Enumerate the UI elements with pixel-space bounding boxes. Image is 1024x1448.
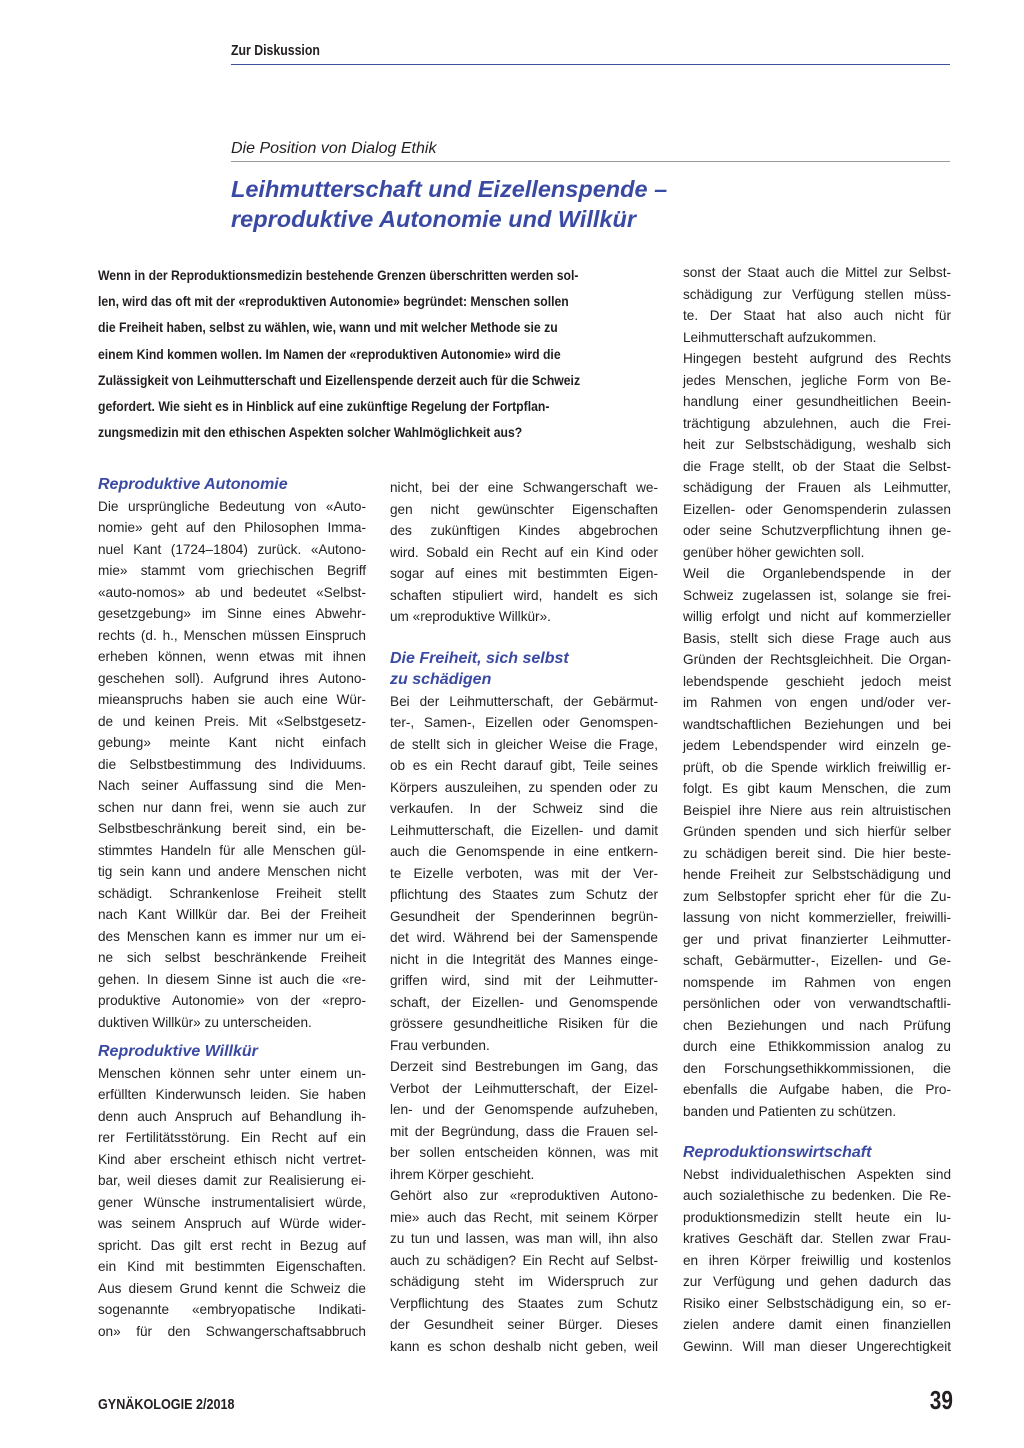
text-line: sogenannte «embryopatische Indikati- [98,1302,366,1317]
text-line: auch die Genomspende in eine entkern- [390,844,658,859]
text-line: Leihmutterschaft aufzukommen. [683,329,877,345]
text-line: des zukünftigen Kindes abgebrochen [390,523,658,538]
text-line: ne sich selbst beschränkende Freiheit [98,950,366,965]
text-line: stimmtes Handeln für alle Menschen gül- [98,842,366,858]
text-line: Körpers auszuleihen, zu spenden oder zu [390,779,658,795]
text-line: Selbstbeschränkung bereit sind, ein be- [98,821,366,836]
text-line: erfüllten Kinderwunsch leiden. Sie haben [98,1087,366,1102]
text-line: det wird. Während bei der Samenspende [390,930,658,945]
text-line: Eizellen- oder Genomspenderin zulassen [683,501,951,517]
text-line: wandtschaftlichen Beziehungen und bei [683,716,951,732]
section-heading: Reproduktive Autonomie [98,476,288,493]
text-line: wird. Sobald ein Recht auf ein Kind oder [390,544,658,560]
text-line: persönlichen oder von verwandtschaftli- [683,996,951,1011]
text-line: Aus diesem Grund kennt die Schweiz die [98,1280,366,1296]
article-lead [98,263,658,446]
text-line: folgt. Es gibt kaum Menschen, die zum [683,781,951,796]
kicker-rule [231,161,950,162]
text-line: schädigung steht im Widerspruch zur [390,1274,658,1289]
text-line: genüber höher gewichten soll. [683,544,865,560]
text-line: jedes Menschen, jegliche Form von Be- [683,372,951,388]
text-line: schädigt. Schrankenlose Freiheit stellt [98,885,366,901]
text-line: banden und Patienten zu schützen. [683,1103,897,1119]
text-line: schaft, der Eizellen- und Genomspende [390,994,658,1010]
text-line: nach Kant Willkür dar. Bei der Freiheit [98,907,366,922]
text-line: hende Freiheit zur Selbstschädigung und [683,867,951,882]
paragraph [683,262,951,348]
column-3 [683,262,951,1357]
text-line: Leihmutterschaft, die Eizellen- und damit [390,822,658,838]
paragraph [98,1063,366,1343]
text-line: der Gesundheit seiner Bürger. Dieses [390,1317,658,1332]
text-line: duktiven Willkür» zu unterscheiden. [98,1014,312,1030]
text-line: chen Beziehungen und nach Prüfung [683,1017,951,1033]
text-line: Nebst individualethischen Aspekten sind [683,1166,951,1182]
text-line: gehen. In diesem Sinne ist auch die «re- [98,971,366,987]
text-line: den Forschungsethikkommissionen, die [683,1060,951,1076]
text-line: was seinem Anspruch auf Würde wider- [98,1216,366,1231]
lead-line: zungsmedizin mit den ethischen Aspekten solcher Wahlmöglichkeit aus? [98,425,523,442]
text-line: um «reproduktive Willkür». [390,609,551,624]
text-line: lassung von nicht kommerzieller, freiwilli- [683,910,951,925]
section-heading: Reproduktive Willkür [98,1043,258,1060]
text-line: Hingegen besteht aufgrund des Rechts [683,351,951,366]
section-heading: Die Freiheit, sich selbst zu schädigen [390,649,569,688]
text-line: willig erfolgt und nicht auf kommerzieller [683,609,951,624]
text-line: sonst der Staat auch die Mittel zur Selbst- [683,265,951,280]
text-line: Schweiz zugelassen ist, solange sie frei- [683,587,951,603]
text-line: durch eine Ethikkommission analog zu [683,1039,951,1054]
text-line: gener Wünsche instrumentalisiert würde, [98,1194,366,1210]
text-line: ber sollen entscheiden können, was mit [390,1145,658,1160]
text-line: nomspende im Rahmen von engen [683,974,951,990]
text-line: rer Fertilitätsstörung. Ein Recht auf ein [98,1130,366,1145]
text-line: produktionsmedizin stellt heute ein lu- [683,1209,951,1225]
journal-issue: GYNÄKOLOGIE 2/2018 [98,1396,235,1413]
text-line: griffen wird, sind mit der Leihmutter- [390,973,658,988]
text-line: te Eizelle verboten, was mit der Ver- [390,865,658,881]
text-line: verkaufen. In der Schweiz sind die [390,801,658,816]
paragraph [683,563,951,1122]
text-line: ter-, Samen-, Eizellen oder Genomspen- [390,715,658,730]
text-line: Kind aber erscheint ethisch nicht vertret- [98,1151,366,1167]
text-line: auch sozialethische zu bedenken. Die Re- [683,1188,951,1203]
text-line: prüft, ob die Spende wirklich freiwillig er- [683,759,951,775]
text-line: schädigung zur Verfügung stellen müss- [683,286,951,302]
title-line: reproduktive Autonomie und Willkür [231,206,636,232]
text-line: ihrem Körper geschieht. [390,1166,535,1182]
text-line: Weil die Organlebendspende in der [683,566,951,581]
text-line: im Rahmen von engen und/oder ver- [683,695,951,710]
lead-line: die Freiheit haben, selbst zu wählen, wie, wann und mit welcher Methode sie zu [98,320,558,337]
text-line: gebung» meinte Kant nicht einfach [98,735,366,750]
text-line: Gewinn. Will man dieser Ungerechtigkeit [683,1338,951,1354]
text-line: de stellt sich in gleicher Weise die Frage, [390,736,658,752]
text-line: Frau verbunden. [390,1037,490,1053]
text-line: mie» auch das Recht, mit seinem Körper [390,1209,658,1225]
paragraph [390,691,658,1057]
text-line: Gesundheit der Spenderinnen begrün- [390,908,658,924]
text-line: jedem Lebendspender wird einzeln ge- [683,738,951,753]
paragraph [683,1164,951,1358]
text-line: «auto-nomos» ab und bedeutet «Selbst- [98,584,366,600]
text-line: Gründen spenden und sich hierfür selber [683,824,951,839]
text-line: heit zur Selbstschädigung, weshalb sich [683,437,951,452]
paragraph [683,348,951,563]
text-line: Menschen können sehr unter einem un- [98,1065,366,1081]
column-2 [390,477,658,1357]
text-line: Verpflichtung des Staates zum Schutz [390,1295,658,1311]
text-line: tig sein kann und andere Menschen nicht [98,864,366,879]
text-line: de und keinen Preis. Mit «Selbstgesetz- [98,713,366,729]
text-line: kratives Geschäft dar. Stellen zwar Frau- [683,1231,951,1246]
text-line: Gründen der Rechtsgleichheit. Die Organ- [683,652,951,667]
text-line: len- und der Genomspende aufzuheben, [390,1102,658,1117]
section-label: Zur Diskussion [231,42,320,59]
text-line: Risiko einer Selbstschädigung ein, so er- [683,1295,951,1311]
text-line: schaften stipuliert wird, handelt es sich [390,587,658,603]
text-line: nicht, bei der eine Schwangerschaft we- [390,480,658,495]
text-line: Verbot der Leihmutterschaft, der Eizel- [390,1080,658,1096]
text-line: grössere gesundheitliche Risiken für die [390,1016,658,1031]
text-line: ob es ein Recht darauf gibt, Teile seines [390,758,658,773]
text-line: bar, weil dieses damit zur Realisierung ei- [98,1173,366,1188]
text-line: zum Selbstopfer spricht eher für die Zu- [683,888,951,904]
text-line: zur Verfügung und gehen dadurch das [683,1274,951,1289]
text-line: die Selbstbestimmung des Individuums. [98,756,366,772]
section-heading: Reproduktionswirtschaft [683,1144,872,1161]
text-line: produktive Autonomie» von der «repro- [98,993,366,1008]
page-number: 39 [929,1385,953,1415]
text-line: nuel Kant (1724–1804) zurück. «Autono- [98,541,366,557]
text-line: ebenfalls die Aufgabe haben, die Pro- [683,1082,951,1097]
text-line: Bei der Leihmutterschaft, der Gebärmut- [390,693,658,709]
text-line: zielen andere damit einen finanziellen [683,1317,951,1332]
title-line: Leihmutterschaft und Eizellenspende – [231,176,668,202]
text-line: nomie» geht auf den Philosophen Imma- [98,520,366,535]
paragraph [390,1056,658,1185]
paragraph [390,477,658,628]
text-line: schen nur dann frei, wenn sie auch zur [98,799,366,815]
lead-line: Wenn in der Reproduktionsmedizin bestehende Grenzen überschritten werden sol- [98,268,579,284]
text-line: on» für den Schwangerschaftsabbruch [98,1323,366,1339]
text-line: denn auch Anspruch auf Behandlung ih- [98,1108,366,1124]
text-line: mieanspruchs haben sie auch eine Wür- [98,692,366,707]
text-line: mit der Begründung, dass die Frauen sel- [390,1123,658,1139]
text-line: Gehört also zur «reproduktiven Autono- [390,1188,658,1203]
lead-line: Zulässigkeit von Leihmutterschaft und Eizellenspende derzeit auch für die Schweiz [98,372,581,389]
text-line: handlung einer gesundheitlichen Beein- [683,394,951,409]
text-line: mie» stammt vom griechischen Begriff [98,563,366,578]
text-line: Die ursprüngliche Bedeutung von «Auto- [98,498,366,514]
text-line: gesetzgebung» im Sinne eines Abwehr- [98,606,366,621]
text-line: trächtigung abzulehnen, auch die Frei- [683,415,951,431]
lead-line: gefordert. Wie sieht es in Hinblick auf eine zukünftige Regelung der Fortpflan- [98,398,550,415]
text-line: kann es schon deshalb nicht geben, weil [390,1338,658,1354]
text-line: Nach seiner Auffassung sind die Men- [98,778,366,793]
text-line: des Menschen kann es immer nur um ei- [98,928,366,944]
text-line: nicht in die Integrität des Mannes einge- [390,951,658,967]
text-line: ger und privat finanzierter Leihmutter- [683,931,951,947]
text-line: Beispiel ihre Niere aus rein altruistischen [683,802,951,818]
text-line: erheben können, wenn etwas mit ihnen [98,649,366,664]
text-line: Derzeit sind Bestrebungen im Gang, das [390,1059,658,1074]
text-line: en ihren Körper freiwillig und kostenlos [683,1252,951,1268]
header-rule [231,64,950,65]
text-line: zu tun und lassen, was man will, ihn also [390,1231,658,1246]
text-line: lebendspende geschieht jedoch meist [683,673,951,689]
text-line: die Frage stellt, ob der Staat die Selbst- [683,458,951,474]
text-line: Basis, stellt sich diese Frage auch aus [683,630,951,646]
text-line: sogar auf eines mit bestimmten Eigen- [390,566,658,581]
text-line: geschehen soll). Aufgrund ihres Autono- [98,670,366,686]
text-line: zu schädigen bereit sind. Die hier beste- [683,845,951,861]
column-1 [98,474,366,1342]
lead-line: einem Kind kommen wollen. Im Namen der «reproduktiven Autonomie» wird die [98,346,561,363]
text-line: te. Der Staat hat also auch nicht für [683,308,951,323]
text-line: schaft, Gebärmutter-, Eizellen- und Ge- [683,953,951,968]
text-line: auch zu schädigen? Ein Recht auf Selbst- [390,1252,658,1268]
text-line: ein Kind mit bestimmten Eigenschaften. [98,1259,366,1274]
text-line: schädigung der Frauen als Leihmutter, [683,480,951,495]
text-line: oder seine Schutzverpflichtung ihnen ge- [683,523,951,538]
article-kicker: Die Position von Dialog Ethik [231,140,437,157]
paragraph [98,496,366,1034]
text-line: gen nicht gewünschter Eigenschaften [390,501,658,517]
article-title [231,174,950,234]
text-line: rechts (d. h., Menschen müssen Einspruch [98,627,366,643]
lead-line: len, wird das oft mit der «reproduktiven Autonomie» begründet: Menschen sollen [98,294,569,311]
text-line: pflichtung des Staates zum Schutz der [390,887,658,902]
text-line: spricht. Das gilt erst recht in Bezug auf [98,1237,366,1253]
paragraph [390,1185,658,1357]
